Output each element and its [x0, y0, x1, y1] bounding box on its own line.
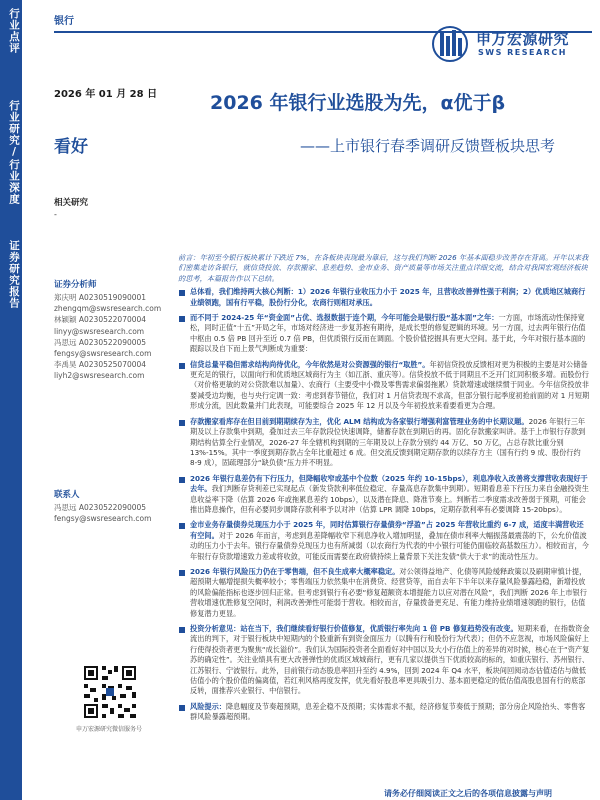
bullet-lead: 2026 年银行风险压力仍在于零售端，但不良生成率大概率稳定。	[190, 566, 400, 576]
contact-email[interactable]: fengsy@swsresearch.com	[54, 514, 152, 524]
related-research-dash: -	[54, 210, 57, 219]
analyst-line: 郑庆明 A0230519090001	[54, 293, 147, 302]
analyst-line: 李禹昊 A0230525070004	[54, 360, 147, 370]
related-research-label: 相关研究	[54, 198, 89, 208]
qr-caption: 申万宏源研究微信服务号	[75, 726, 142, 733]
bullet-text: 短期来看，在指数资金流出的判下，对于银行板块中短期内的个股重新有到资金面压力（以腾有行和股份行为代表）；但仍不应忽视，市场风险偏好上行使得投资者更为聚焦“成长溢价”。我们认为国际投资者全面看好对中国以及大小行估值上的差异的对时候，核心在于“资产复苏的确定性”。关注业绩具有更大改善弹性的优质区域城商行，更有几家以提供当下优质较高的标的，如重庆银行、苏州银行、江苏银行、宁波银行。此外，目前银行动态股息率回升至约 4.9%，回到 2024 年 Q4 水平，板块间回阅动态估值适估与做低估值小的个股价值的偏离值，若红利风格再度发挥，优先看好股息率更具吸引力、基本面更稳定的低估值高股息国有行的底部反转，面推荐兴业银行、中信银行。	[190, 624, 590, 696]
bullet-lead: 金市业务存量债券兑现压力小于 2025 年，同时估算银行存量债券“浮盈”占 2025 年营收比重约 6-7 成，适度丰满营收还有空间。	[190, 520, 584, 540]
bullet-lead: 信贷总量平稳但需求结构尚待优化，今年依然是对公资源强的银行“取胜”。	[190, 359, 430, 369]
report-subtitle: ——上市银行春季调研反馈暨板块思考	[300, 137, 556, 155]
bullet-text: 年初信贷投放反馈相对更为积极的主要是对公储备更充足的银行，以面向行和优质地区城商行为主（如江浙、重庆等）。信贷投放不低于同期且不乏开门红同积极多增。而股份行（对价格更敏的对公贷款难以加量）、农商行（主要受中小微及零售需求偏弱拖累）贷款增速或继续惯于同业。今年信贷投放非要减受边均衡，也与央行定调一致：考虑到春节错位，我们对 1 月信贷表现不求高，但部分银行起季度初抢前面的对 1 月短期形成分流，因此数量并门此表现，可能要综合 2025 年 12 月以及今年初投放来看要看更为合理。	[190, 359, 590, 411]
analyst-email[interactable]: fengsy@swsresearch.com	[54, 349, 152, 359]
bullet-point	[178, 360, 590, 412]
bullet-text: 我们判断存贷利差已实现起点（新发贷款利率低位稳定、存量高息存款集中到期）。短期看息差下行压力来自金融投资生息收益率下降（估算 2026 年或拖累息差约 10bps），以及潜在降息、降准节奏上。判断若二季度需求改善弱于预期，可能会推出降息操作，但有必要同步调降存款利率予以对冲（估算 LPR 调降 10bps，定期存款利率有必要调降 15-20bps）。	[190, 484, 589, 514]
bullet-point	[178, 474, 590, 516]
bullet-point	[178, 624, 590, 697]
bullet-point	[178, 567, 590, 619]
bullet-point	[178, 287, 590, 308]
report-title: 2026 年银行业选股为先，α优于β	[210, 92, 506, 114]
report-body	[178, 253, 590, 728]
report-type-label-2: 证券研究报告	[8, 240, 20, 309]
logo-text-en: SWS RESEARCH	[478, 48, 567, 57]
bullet-text: 对于 2026 年而言，考虑到息差降幅收窄下利息净收入增加明显，叠加在债市利率大幅振荡最震荡的下，公允价值波动的压力小于去年。银行存量债券兑现压力也有所减弱（以农商行为代表的中小银行可能仍面临较高基数压力）。相较而言，今年银行存贷款增速致力差或将收敛，可能反而需要在政府债持续上量背景下关注发债“供大于求”的流动性压力。	[190, 530, 589, 561]
bullet-lead: 2026 年银行息差仍有下行压力，但降幅收窄或基中个位数（2025 年约 10-15bps），利息净收入改善将支撑营收表现好于去年。	[190, 473, 588, 494]
analyst-email[interactable]: linyy@swsresearch.com	[54, 326, 145, 336]
analyst-email[interactable]: zhengqm@swsresearch.com	[54, 304, 162, 314]
bullet-text: 降息幅度及节奏超预期，息差企稳不及预期；实体需求不振，经济修复节奏低于预期；部分房企风险抬头、零售客群风险暴露超预期。	[190, 701, 586, 722]
report-date: 2026 年 01 月 28 日	[54, 89, 158, 100]
bullet-lead: 总体看，我们维持两大核心判断：1）2026 年银行业收压力小于 2025 年，且营收改善弹性强于利润；2）优质地区城商行业绩领跑，国有行平稳，股份行分化，农商行则相对承压。	[190, 287, 586, 307]
analyst-heading: 证券分析师	[54, 280, 97, 290]
bullet-lead: 而不同于 2024-25 年“资金面”占优、选报数据于连个期，今年可能会是银行股“基本面”之年：	[190, 313, 499, 323]
contact-list	[54, 502, 151, 524]
bullet-lead: 风险提示：	[190, 701, 226, 711]
analyst-line: 林颖颖 A0230522070004	[54, 315, 147, 325]
rating: 看好	[54, 137, 88, 157]
section-label: 行业点评	[8, 8, 20, 54]
bullet-point	[178, 313, 590, 355]
disclaimer-footer: 请务必仔细阅读正文之后的各项信息披露与声明	[384, 789, 552, 798]
bullet-point	[178, 702, 590, 723]
intro-paragraph: 前言：年初至今银行板块累计下跌近 7%，在各板块表现最为靠后，这与我们判断 2026 年基本面稳步改善存在背离。开年以来我们密集走访各银行，就信贷投放、存款搬家、息差趋势、金市业务、资产质量等市场关注重点详细交流，结合对我国宏观经济板块的思考，本篇报告作以下总结。	[178, 253, 589, 283]
bullet-lead: 投资分析意见：站在当下，我们继续看好银行价值修复，优质银行率先向 1 倍 PB 修复趋势没有改变。	[190, 624, 518, 633]
contact-heading: 联系人	[54, 490, 80, 500]
contact-line: 冯思远 A0230522090005	[54, 503, 147, 512]
bullet-text: 对公领得益地产、化债等风险缓释政策以及刷期审慎计提，超预期大幅增提损失概率较小；零售端压力依然集中在消费贷、经营贷等，而自去年下半年以来存量风险暴露趋稳，新增投放的风险偏能指标也逐步回归正常。但考虑到银行有必要“修复超额资本增提能力以应对潜在风险”，我们判断 2026 年上市银行营收增速优胜修复空间时，利润改善弹性可能弱于营收。相较而言，存量拨备更充足、有能力维持业绩增速领跑的银行，估值修复潜力更显。	[190, 566, 587, 618]
bullet-point	[178, 417, 590, 469]
bullet-point	[178, 520, 590, 562]
qr-code-icon[interactable]	[82, 664, 138, 720]
analyst-line: 冯思远 A0230522090005	[54, 337, 147, 347]
bullet-lead: 存款搬家看库存在但目前到期期续存为主，优化 ALM 结构成为各家银行增强利富管理业务的中长期议题。	[190, 416, 529, 426]
logo-text-cn: 申万宏源研究	[476, 30, 570, 48]
report-type-label: 行业研究/行业深度	[8, 100, 20, 205]
analyst-email[interactable]: liyh2@swsresearch.com	[54, 371, 145, 381]
bullet-text: 一方面，市场流动性保持宽松，同时正值“十五”开局之年，市场对经济进一步复苏抱有期待，是成长型的修复逻辑的环境。另一方面，过去两年银行估值中枢由 0.5 倍 PB 回升至近 0.7 倍 PB，但优质银行反而在调面。个股价值挖掘具有更大空间。基于此，今年对银行基本面的跟踪以及自下而上景气判断成为重要：	[190, 313, 586, 354]
bullet-text: 2026 年银行三年期及以上存款集中到期，叠加过去三年存款段位快速调降，储蓄存款在到期后的再。固化存款搬家叫讲。基于上市银行存款到期结构估算全行业情况，2026-27 年全辖机构到期的三年期及以上存款分别约 44 万亿、50 万亿，占总存款比重分别 13%-15%。其中一季度到期存款占全年比重超过 6 成。但交流反馈到期定期存款的以续存方主（国有行约 9 成、股份行约 8-9 成），固疏理部分“缺负债”压力并不明显。	[190, 416, 586, 468]
industry-label: 银行	[54, 16, 74, 27]
analyst-list	[54, 292, 174, 382]
